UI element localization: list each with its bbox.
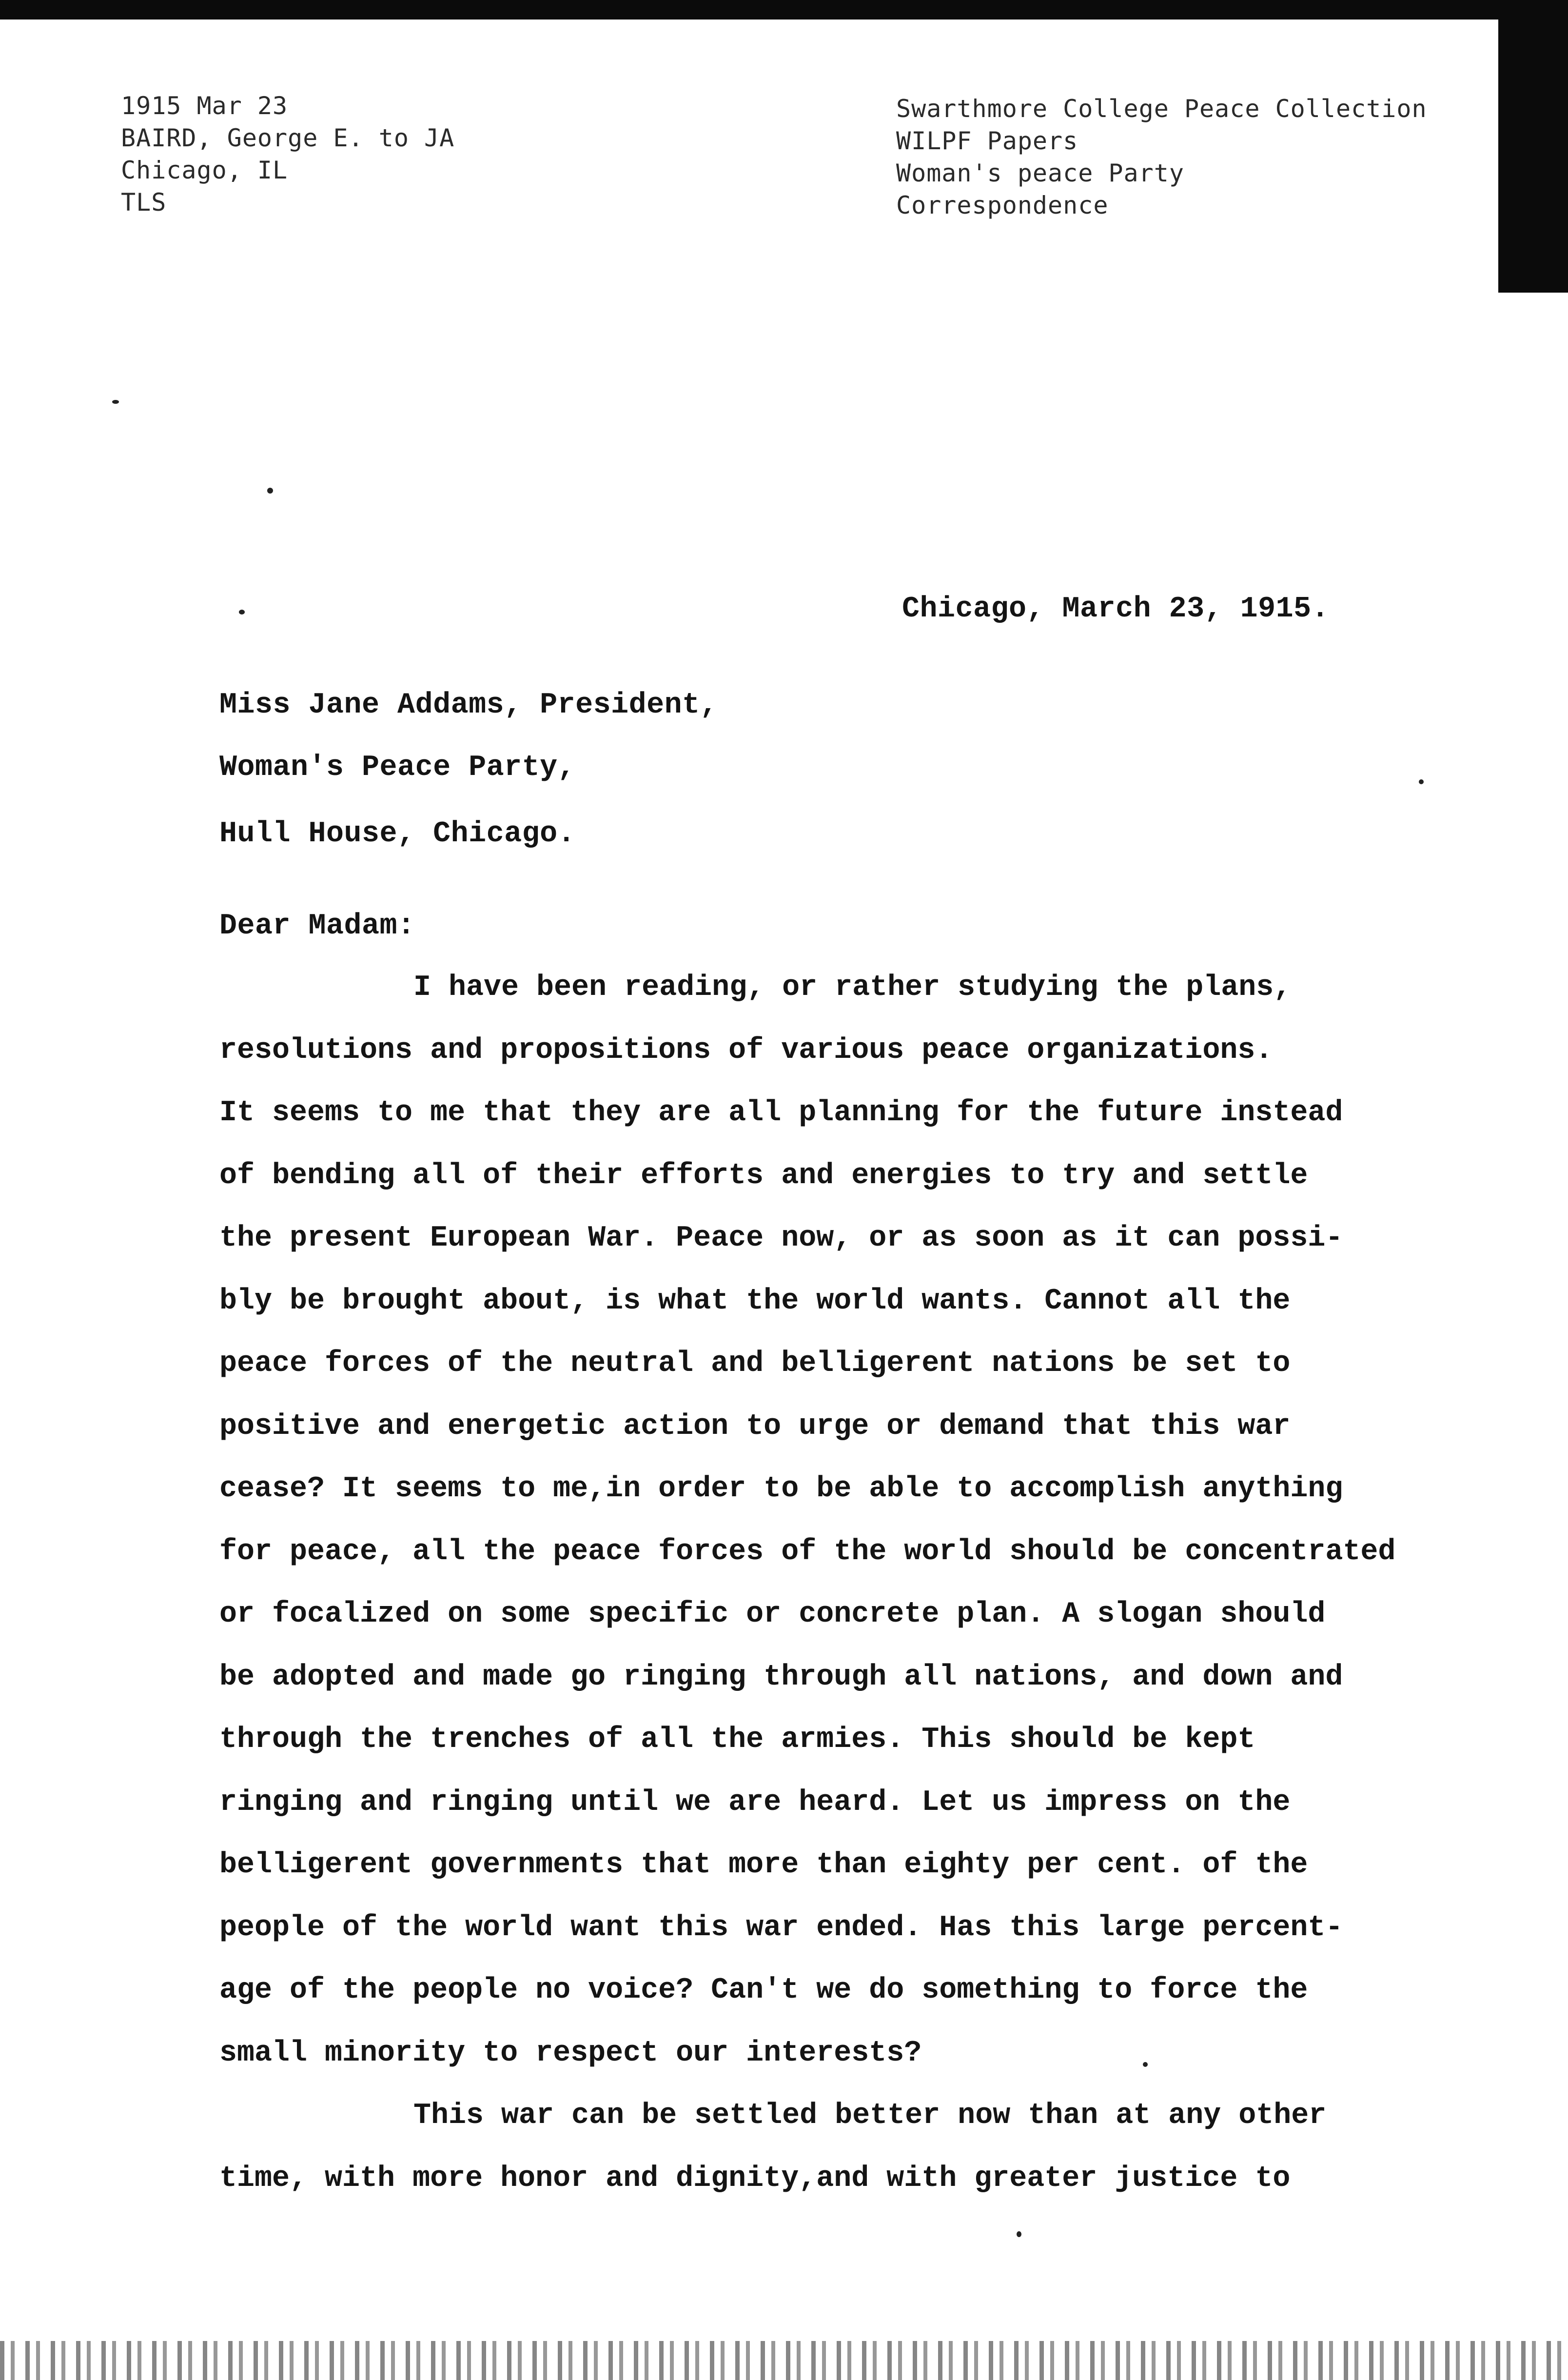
body-line: the present European War. Peace now, or as soon as it can possi- — [219, 1222, 1343, 1255]
letter-date-line: Chicago, March 23, 1915. — [902, 593, 1330, 626]
archive-correspondents: BAIRD, George E. to JA — [121, 124, 455, 152]
archive-papers: WILPF Papers — [896, 127, 1078, 155]
scan-speck — [112, 400, 119, 404]
body-line: cease? It seems to me,in order to be able to accomplish anything — [219, 1472, 1343, 1506]
archive-subseries: Correspondence — [896, 191, 1109, 219]
archive-series: Woman's peace Party — [896, 159, 1184, 187]
scan-speck — [239, 610, 245, 615]
scan-speck — [1017, 2231, 1021, 2237]
archive-doc-type: TLS — [121, 188, 167, 217]
body-line: peace forces of the neutral and belligerent nations be set to — [219, 1347, 1291, 1380]
body-line: be adopted and made go ringing through all nations, and down and — [219, 1660, 1343, 1694]
letter-salutation: Dear Madam: — [219, 910, 415, 943]
body-line: of bending all of their efforts and energies to try and settle — [219, 1159, 1308, 1192]
scan-speck — [1419, 779, 1424, 784]
body-line: positive and energetic action to urge or demand that this war — [219, 1409, 1291, 1443]
body-line: people of the world want this war ended. Has this large percent- — [219, 1911, 1343, 1944]
recipient-line: Woman's Peace Party, — [219, 751, 576, 784]
body-line: I have been reading, or rather studying the plans, — [413, 971, 1292, 1004]
scan-speck — [267, 488, 273, 494]
archive-header-right — [896, 93, 1427, 221]
archive-collection: Swarthmore College Peace Collection — [896, 95, 1427, 123]
archive-date: 1915 Mar 23 — [121, 92, 288, 120]
body-line: through the trenches of all the armies. This should be kept — [219, 1723, 1255, 1756]
recipient-line: Miss Jane Addams, President, — [219, 689, 718, 722]
body-line: age of the people no voice? Can't we do something to force the — [219, 1974, 1308, 2007]
recipient-line: Hull House, Chicago. — [219, 817, 576, 851]
scan-edge-bottom — [0, 2341, 1568, 2380]
scan-speck — [1143, 2062, 1148, 2067]
body-line: time, with more honor and dignity,and with greater justice to — [219, 2162, 1291, 2195]
body-line: for peace, all the peace forces of the world should be concentrated — [219, 1535, 1396, 1568]
body-line: belligerent governments that more than eighty per cent. of the — [219, 1848, 1308, 1882]
scan-edge-top — [0, 0, 1568, 20]
body-line: It seems to me that they are all planning for the future instead — [219, 1096, 1343, 1130]
body-line: This war can be settled better now than at any other — [413, 2099, 1327, 2132]
body-line: small minority to respect our interests? — [219, 2036, 922, 2070]
body-line: or focalized on some specific or concrete plan. A slogan should — [219, 1598, 1326, 1631]
letter-body — [219, 971, 1395, 2224]
scan-edge-right — [1498, 0, 1568, 293]
body-line: bly be brought about, is what the world wants. Cannot all the — [219, 1284, 1291, 1318]
body-line: ringing and ringing until we are heard. Let us impress on the — [219, 1785, 1291, 1819]
archive-header-left — [121, 90, 454, 218]
body-line: resolutions and propositions of various peace organizations. — [219, 1033, 1273, 1067]
archive-place: Chicago, IL — [121, 156, 288, 184]
